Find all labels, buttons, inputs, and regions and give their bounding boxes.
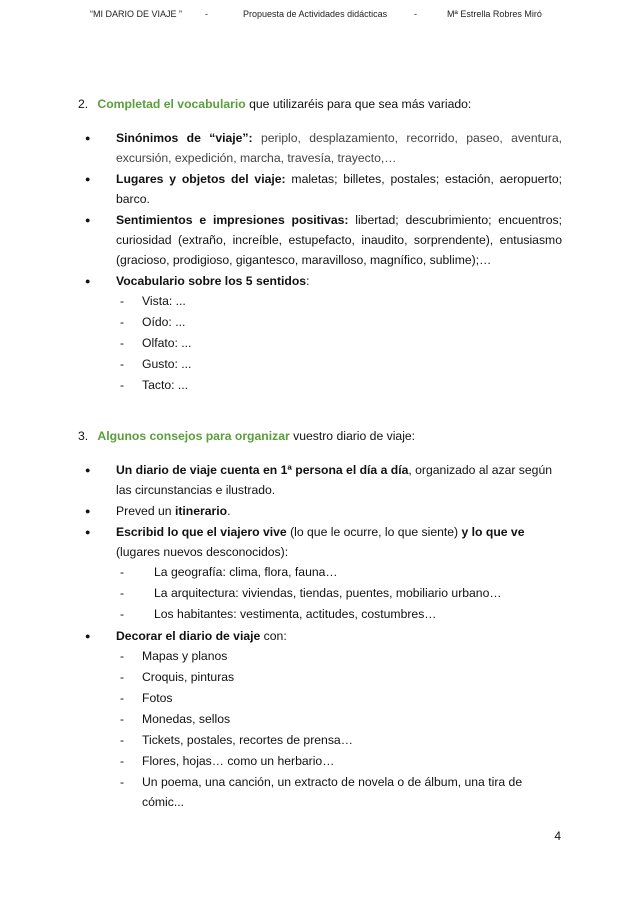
senses-list xyxy=(116,291,562,396)
item-text: con: xyxy=(260,629,287,643)
page-number: 4 xyxy=(554,829,561,843)
item-text: (lo que le ocurre, lo que siente) xyxy=(286,525,462,539)
observation-list xyxy=(116,562,562,625)
sub-item: - Flores, hojas… como un herbario… xyxy=(116,751,562,772)
list-item xyxy=(78,128,562,168)
sub-item: - Croquis, pinturas xyxy=(116,667,562,688)
section-number: 2. xyxy=(78,97,89,111)
document-title: “MI DARIO DE VIAJE ” xyxy=(90,9,183,19)
sub-item: - Vista: ... xyxy=(116,291,562,312)
item-text: Preved un xyxy=(116,504,175,518)
sub-item: - Fotos xyxy=(116,688,562,709)
item-text: , organizado al azar según las circunstancias e ilustrado. xyxy=(116,463,553,497)
section-number: 3. xyxy=(78,429,89,443)
item-text: maletas; billetes, postales; estación, aeropuerto; barco. xyxy=(116,172,562,206)
header-separator: - xyxy=(205,9,208,19)
section-heading-text: que utilizaréis para que sea más variado: xyxy=(245,97,472,111)
list-item xyxy=(78,169,562,209)
item-title: Vocabulario sobre los 5 sentidos xyxy=(116,274,307,288)
item-text: . xyxy=(227,504,231,518)
list-item xyxy=(78,460,562,500)
sub-item: - Mapas y planos xyxy=(116,646,562,667)
section-vocabulary xyxy=(78,94,562,397)
sub-item: - Monedas, sellos xyxy=(116,709,562,730)
list-item xyxy=(78,501,562,521)
section-heading xyxy=(78,426,562,446)
list-item xyxy=(78,210,562,270)
item-text: : xyxy=(306,274,310,288)
item-text: libertad; descubrimiento; encuentros; curiosidad (extraño, increíble, estupefacto, inaudito, sorprendente), entusiasmo (gracioso, prodigioso, gigantesco, maravilloso, magnífico, sublime);… xyxy=(116,213,562,267)
vocabulary-list xyxy=(78,128,562,396)
sub-item: - Gusto: ... xyxy=(116,354,562,375)
advice-list xyxy=(78,460,562,809)
sub-item: - Un poema, una canción, un extracto de novela o de álbum, una tira de cómic... xyxy=(116,772,562,793)
page-header xyxy=(0,9,639,23)
item-title: Sinónimos de “viaje”: xyxy=(116,131,253,145)
sub-item: - Los habitantes: vestimenta, actitudes, costumbres… xyxy=(116,604,562,625)
section-heading-text: vuestro diario de viaje: xyxy=(289,429,416,443)
sub-item: - Olfato: ... xyxy=(116,333,562,354)
sub-item: - Tickets, postales, recortes de prensa… xyxy=(116,730,562,751)
item-title: Escribid lo que el viajero vive xyxy=(116,525,287,539)
author-name: Mª Estrella Robres Miró xyxy=(447,9,542,19)
decoration-list xyxy=(116,646,562,809)
item-title: Un diario de viaje cuenta en 1ª persona el día a día xyxy=(116,463,409,477)
sub-item: - Oído: ... xyxy=(116,312,562,333)
sub-item: - Tacto: ... xyxy=(116,375,562,396)
section-advice xyxy=(78,426,562,809)
item-title: Lugares y objetos del viaje: xyxy=(116,172,286,186)
section-highlight: Algunos consejos para organizar xyxy=(97,429,290,443)
course-title: Propuesta de Actividades didácticas xyxy=(243,9,388,19)
list-item xyxy=(78,271,562,396)
section-highlight: Completad el vocabulario xyxy=(97,97,246,111)
list-item xyxy=(78,626,562,809)
sub-item: - La geografía: clima, flora, fauna… xyxy=(116,562,562,583)
item-title: Sentimientos e impresiones positivas: xyxy=(116,213,349,227)
item-text: periplo, desplazamiento, recorrido, paseo, aventura, excursión, expedición, marcha, travesía, trayecto,… xyxy=(116,131,562,165)
header-separator: - xyxy=(414,9,417,19)
item-text: (lugares nuevos desconocidos): xyxy=(116,545,289,559)
item-title: Decorar el diario de viaje xyxy=(116,629,261,643)
sub-item: - La arquitectura: viviendas, tiendas, puentes, mobiliario urbano… xyxy=(116,583,562,604)
section-heading xyxy=(78,94,562,114)
item-title: itinerario xyxy=(174,504,228,518)
list-item xyxy=(78,522,562,625)
item-title: y lo que ve xyxy=(461,525,525,539)
